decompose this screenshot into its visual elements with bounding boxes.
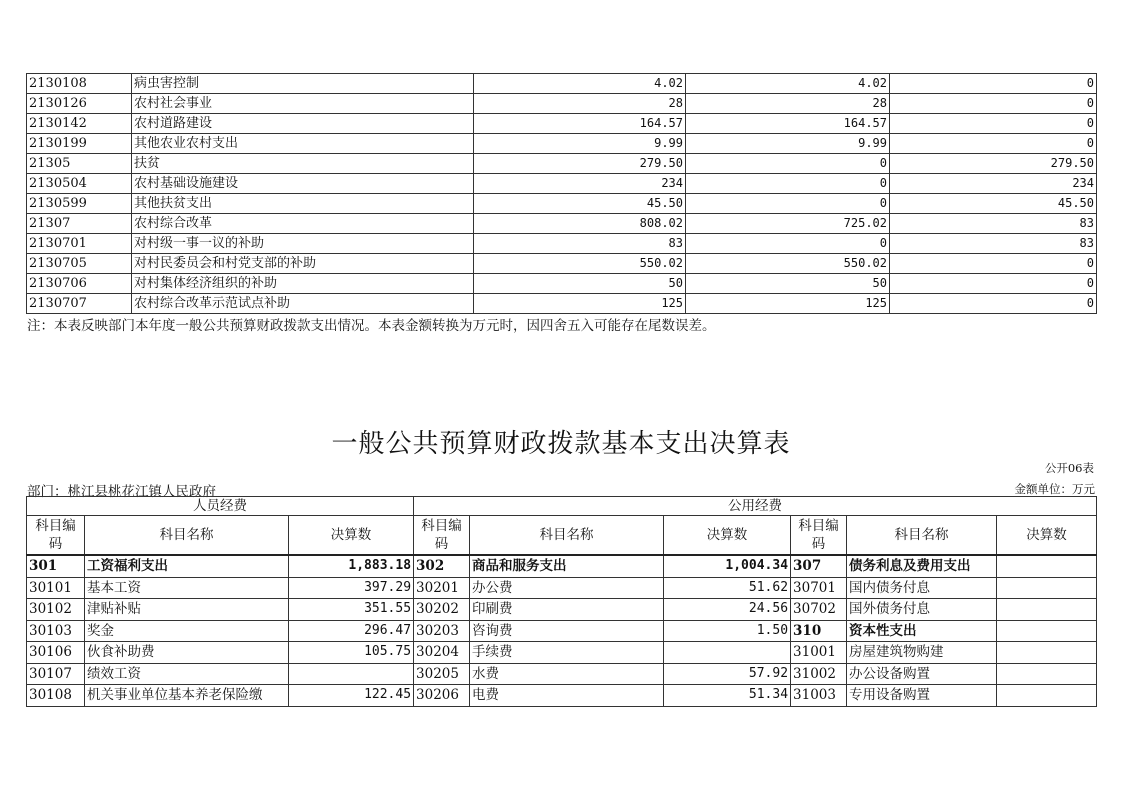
other-code: 31001 [791,642,847,664]
form-number: 公开06表 [1044,461,1094,475]
public-amount: 57.92 [664,663,791,685]
column-header-code: 科目编码 [791,516,847,556]
row-name: 农村综合改革示范试点补助 [132,294,474,314]
personnel-code: 30106 [27,642,85,664]
personnel-code: 30107 [27,663,85,685]
row-code: 2130701 [27,234,132,254]
public-code: 30202 [414,599,470,621]
column-header-name: 科目名称 [847,516,997,556]
public-amount: 51.62 [664,577,791,599]
public-amount: 51.34 [664,685,791,707]
table-row [27,154,1097,174]
personnel-amount: 105.75 [289,642,414,664]
page-title: 一般公共预算财政拨款基本支出决算表 [331,429,791,459]
public-amount: 1.50 [664,620,791,642]
row-basic: 9.99 [686,134,890,154]
table-row [27,555,1097,577]
row-code: 2130108 [27,74,132,94]
personnel-name: 绩效工资 [85,663,289,685]
personnel-amount: 397.29 [289,577,414,599]
table-row [27,134,1097,154]
public-amount: 1,004.34 [664,555,791,577]
other-code: 31003 [791,685,847,707]
other-name: 办公设备购置 [847,663,997,685]
expenditure-table-continued [26,73,1097,314]
public-code: 30205 [414,663,470,685]
public-code: 30204 [414,642,470,664]
row-code: 2130126 [27,94,132,114]
row-basic: 0 [686,154,890,174]
group-header-row [27,497,1097,516]
table-note: 注：本表反映部门本年度一般公共预算财政拨款支出情况。本表金额转换为万元时，因四舍五入可能存在尾数误差。 [27,318,716,334]
other-name: 资本性支出 [847,620,997,642]
column-header-code: 科目编码 [27,516,85,556]
row-project: 45.50 [890,194,1097,214]
row-name: 扶贫 [132,154,474,174]
row-project: 0 [890,94,1097,114]
row-project: 0 [890,274,1097,294]
column-header-name: 科目名称 [85,516,289,556]
other-amount [997,663,1097,685]
row-basic: 164.57 [686,114,890,134]
row-name: 农村基础设施建设 [132,174,474,194]
row-basic: 0 [686,174,890,194]
public-amount: 24.56 [664,599,791,621]
row-total: 125 [474,294,686,314]
row-total: 234 [474,174,686,194]
other-amount [997,620,1097,642]
personnel-name: 机关事业单位基本养老保险缴 [85,685,289,707]
row-project: 0 [890,114,1097,134]
personnel-code: 30101 [27,577,85,599]
personnel-name: 津贴补贴 [85,599,289,621]
row-basic: 725.02 [686,214,890,234]
public-code: 30203 [414,620,470,642]
row-total: 28 [474,94,686,114]
table-row [27,599,1097,621]
row-code: 2130142 [27,114,132,134]
row-total: 83 [474,234,686,254]
row-basic: 50 [686,274,890,294]
public-code: 302 [414,555,470,577]
row-code: 2130504 [27,174,132,194]
personnel-name: 伙食补助费 [85,642,289,664]
public-group-header: 公用经费 [414,497,1097,516]
row-total: 9.99 [474,134,686,154]
row-total: 4.02 [474,74,686,94]
row-code: 2130705 [27,254,132,274]
row-name: 其他扶贫支出 [132,194,474,214]
personnel-amount: 351.55 [289,599,414,621]
public-name: 咨询费 [470,620,664,642]
row-name: 对村民委员会和村党支部的补助 [132,254,474,274]
personnel-amount: 1,883.18 [289,555,414,577]
table-row [27,94,1097,114]
table-row [27,577,1097,599]
amount-unit-label: 金额单位：万元 [1014,482,1095,496]
other-name: 专用设备购置 [847,685,997,707]
row-total: 550.02 [474,254,686,274]
row-name: 对村集体经济组织的补助 [132,274,474,294]
other-code: 307 [791,555,847,577]
row-name: 农村道路建设 [132,114,474,134]
other-code: 30702 [791,599,847,621]
row-basic: 4.02 [686,74,890,94]
table-row [27,254,1097,274]
row-name: 病虫害控制 [132,74,474,94]
personnel-code: 30108 [27,685,85,707]
personnel-name: 基本工资 [85,577,289,599]
other-amount [997,577,1097,599]
row-code: 21305 [27,154,132,174]
column-header-row [27,516,1097,556]
other-amount [997,685,1097,707]
other-code: 30701 [791,577,847,599]
table-row [27,234,1097,254]
row-basic: 550.02 [686,254,890,274]
row-name: 农村综合改革 [132,214,474,234]
public-code: 30201 [414,577,470,599]
row-total: 45.50 [474,194,686,214]
row-project: 83 [890,234,1097,254]
table-row [27,274,1097,294]
row-project: 0 [890,254,1097,274]
personnel-group-header: 人员经费 [27,497,414,516]
public-name: 印刷费 [470,599,664,621]
column-header-name: 科目名称 [470,516,664,556]
table-row [27,294,1097,314]
table-row [27,214,1097,234]
row-total: 164.57 [474,114,686,134]
personnel-code: 30102 [27,599,85,621]
public-name: 电费 [470,685,664,707]
row-basic: 28 [686,94,890,114]
row-project: 279.50 [890,154,1097,174]
other-name: 国外债务付息 [847,599,997,621]
other-code: 310 [791,620,847,642]
other-name: 债务利息及费用支出 [847,555,997,577]
row-code: 2130707 [27,294,132,314]
row-name: 农村社会事业 [132,94,474,114]
other-name: 房屋建筑物购建 [847,642,997,664]
row-basic: 0 [686,194,890,214]
personnel-amount: 122.45 [289,685,414,707]
table-row [27,194,1097,214]
personnel-code: 301 [27,555,85,577]
table-row [27,620,1097,642]
table-row [27,74,1097,94]
personnel-amount [289,663,414,685]
row-total: 808.02 [474,214,686,234]
public-name: 水费 [470,663,664,685]
column-header-amount: 决算数 [664,516,791,556]
row-code: 2130599 [27,194,132,214]
public-amount [664,642,791,664]
basic-expenditure-table [26,496,1097,707]
row-code: 21307 [27,214,132,234]
row-basic: 125 [686,294,890,314]
row-basic: 0 [686,234,890,254]
other-name: 国内债务付息 [847,577,997,599]
other-code: 31002 [791,663,847,685]
column-header-code: 科目编码 [414,516,470,556]
department-label: 部门：桃江县桃花江镇人民政府 [27,484,216,500]
public-name: 商品和服务支出 [470,555,664,577]
table-row [27,642,1097,664]
row-project: 0 [890,74,1097,94]
row-project: 83 [890,214,1097,234]
table-row [27,114,1097,134]
row-project: 234 [890,174,1097,194]
other-amount [997,642,1097,664]
row-total: 50 [474,274,686,294]
column-header-amount: 决算数 [997,516,1097,556]
table-row [27,174,1097,194]
personnel-name: 奖金 [85,620,289,642]
row-name: 其他农业农村支出 [132,134,474,154]
other-amount [997,599,1097,621]
row-project: 0 [890,294,1097,314]
column-header-amount: 决算数 [289,516,414,556]
public-name: 手续费 [470,642,664,664]
table-row [27,685,1097,707]
public-name: 办公费 [470,577,664,599]
row-total: 279.50 [474,154,686,174]
personnel-amount: 296.47 [289,620,414,642]
row-name: 对村级一事一议的补助 [132,234,474,254]
row-project: 0 [890,134,1097,154]
table-row [27,663,1097,685]
personnel-code: 30103 [27,620,85,642]
row-code: 2130199 [27,134,132,154]
row-code: 2130706 [27,274,132,294]
public-code: 30206 [414,685,470,707]
personnel-name: 工资福利支出 [85,555,289,577]
other-amount [997,555,1097,577]
